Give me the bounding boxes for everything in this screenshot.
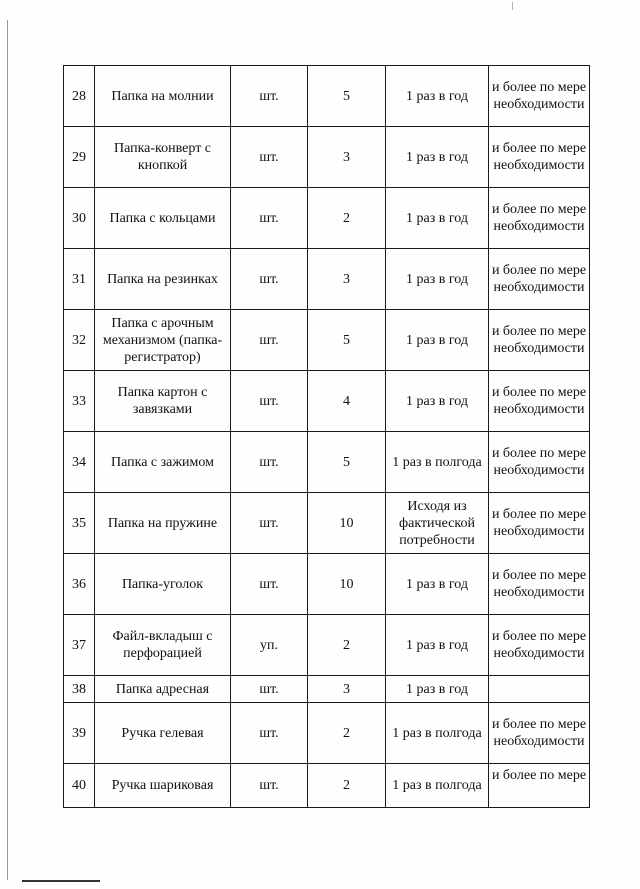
unit: шт. [231,66,308,127]
quantity: 2 [308,615,386,676]
table-row [64,127,590,188]
note: и более по мере необходимости [489,703,590,764]
row-number: 32 [64,310,95,371]
unit: шт. [231,764,308,808]
note: и более по мере необходимости [489,432,590,493]
unit: уп. [231,615,308,676]
table-row [64,432,590,493]
item-name: Папка-уголок [95,554,231,615]
table-row [64,676,590,703]
frequency: 1 раз в год [386,249,489,310]
row-number: 39 [64,703,95,764]
note: и более по мере необходимости [489,493,590,554]
table-row [64,310,590,371]
row-number: 34 [64,432,95,493]
frequency: 1 раз в год [386,310,489,371]
quantity: 4 [308,371,386,432]
quantity: 10 [308,554,386,615]
frequency: 1 раз в год [386,676,489,703]
row-number: 36 [64,554,95,615]
quantity: 3 [308,127,386,188]
row-number: 37 [64,615,95,676]
quantity: 3 [308,676,386,703]
item-name: Папка картон с завязками [95,371,231,432]
unit: шт. [231,432,308,493]
item-name: Папка на молнии [95,66,231,127]
frequency: 1 раз в год [386,554,489,615]
note: и более по мере необходимости [489,554,590,615]
frequency: Исходя из фактической потребности [386,493,489,554]
table-row [64,764,590,808]
frequency: 1 раз в полгода [386,764,489,808]
row-number: 28 [64,66,95,127]
item-name: Папка с кольцами [95,188,231,249]
item-name: Файл-вкладыш с перфорацией [95,615,231,676]
table-row [64,493,590,554]
frequency: 1 раз в год [386,127,489,188]
frequency: 1 раз в год [386,188,489,249]
row-number: 29 [64,127,95,188]
table-row [64,249,590,310]
quantity: 3 [308,249,386,310]
note: и более по мере необходимости [489,127,590,188]
row-number: 31 [64,249,95,310]
note: и более по мере необходимости [489,310,590,371]
row-number: 40 [64,764,95,808]
quantity: 2 [308,764,386,808]
quantity: 5 [308,310,386,371]
quantity: 10 [308,493,386,554]
table-row [64,188,590,249]
note: и более по мере необходимости [489,188,590,249]
note: и более по мере необходимости [489,66,590,127]
unit: шт. [231,703,308,764]
item-name: Папка на резинках [95,249,231,310]
footer-rule [22,880,100,882]
unit: шт. [231,676,308,703]
item-name: Ручка шариковая [95,764,231,808]
item-name: Папка на пружине [95,493,231,554]
table-row [64,66,590,127]
quantity: 2 [308,703,386,764]
unit: шт. [231,249,308,310]
row-number: 30 [64,188,95,249]
unit: шт. [231,554,308,615]
item-name: Папка адресная [95,676,231,703]
row-number: 38 [64,676,95,703]
scan-left-edge [7,20,8,880]
frequency: 1 раз в год [386,66,489,127]
item-name: Ручка гелевая [95,703,231,764]
frequency: 1 раз в полгода [386,703,489,764]
frequency: 1 раз в год [386,371,489,432]
note [489,676,590,703]
item-name: Папка с зажимом [95,432,231,493]
note: и более по мере необходимости [489,371,590,432]
unit: шт. [231,310,308,371]
table-row [64,615,590,676]
quantity: 2 [308,188,386,249]
row-number: 33 [64,371,95,432]
table-row [64,554,590,615]
scan-mark [512,2,513,10]
unit: шт. [231,371,308,432]
item-name: Папка с арочным механизмом (папка-регистратор) [95,310,231,371]
quantity: 5 [308,66,386,127]
unit: шт. [231,188,308,249]
frequency: 1 раз в полгода [386,432,489,493]
frequency: 1 раз в год [386,615,489,676]
item-name: Папка-конверт с кнопкой [95,127,231,188]
note: и более по мере необходимости [489,249,590,310]
note: и более по мере необходимости [489,615,590,676]
table-row [64,703,590,764]
unit: шт. [231,493,308,554]
note: и более по мере [489,764,590,808]
supplies-table [63,65,590,808]
quantity: 5 [308,432,386,493]
row-number: 35 [64,493,95,554]
table-row [64,371,590,432]
unit: шт. [231,127,308,188]
